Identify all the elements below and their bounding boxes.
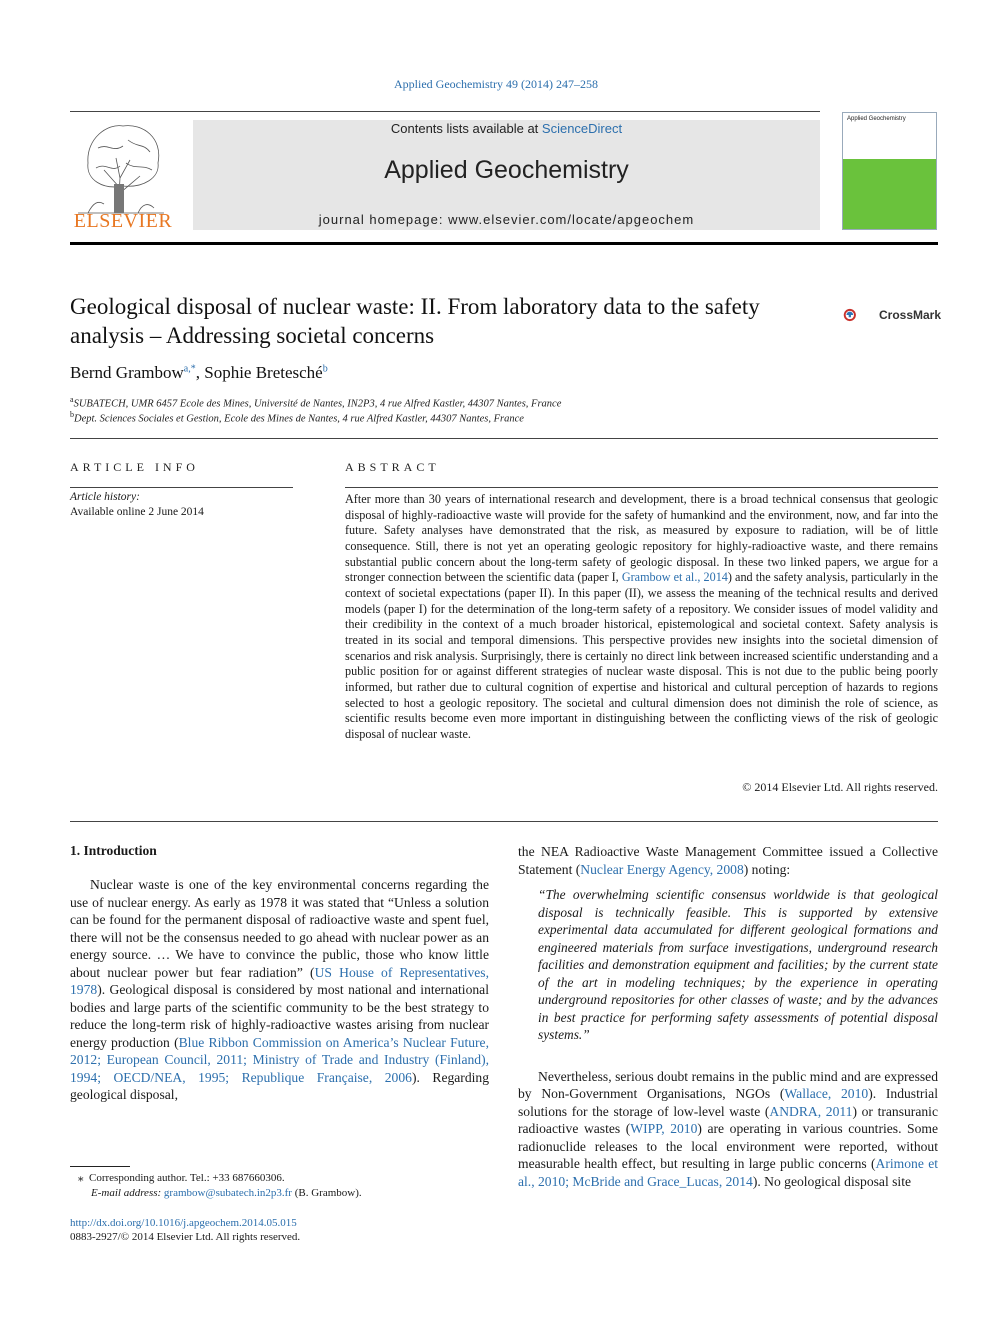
- affiliation-b: [70, 410, 524, 425]
- affiliation-a: [70, 395, 561, 410]
- article-title: Geological disposal of nuclear waste: II. From laboratory data to the safety analysis – Addressing societal concerns: [70, 294, 760, 348]
- reference-link[interactable]: US House of Representatives, 1978: [70, 964, 489, 997]
- section-heading: 1. Introduction: [70, 843, 157, 858]
- article-history-value: Available online 2 June 2014: [70, 506, 204, 518]
- issn-copyright: 0883-2927/© 2014 Elsevier Ltd. All rights reserved.: [70, 1231, 301, 1243]
- cover-header: [843, 113, 936, 159]
- body-paragraph: [518, 1068, 938, 1191]
- doi-link[interactable]: http://dx.doi.org/10.1016/j.apgeochem.2014.05.015: [70, 1217, 297, 1229]
- body-text: the NEA Radioactive Waste Management Committee issued a Collective Statement (: [518, 844, 938, 877]
- corresponding-author-note: ⁎ Corresponding author. Tel.: +33 687660306.: [78, 1172, 285, 1184]
- affiliations-rule: [70, 438, 938, 439]
- cover-title: Applied Geochemistry: [847, 116, 906, 122]
- body-text: ). Geological disposal is considered by most national and international bodies and large parts of the scientific community to be the best strategy to reduce the long-term risk of highly-radioactive wastes arising from nuclear energy production (: [70, 982, 489, 1050]
- email-label: E-mail address:: [91, 1187, 164, 1199]
- sciencedirect-link[interactable]: ScienceDirect: [541, 121, 623, 136]
- body-text: Nevertheless, serious doubt remains in the public mind and are expressed by Non-Government Organisations, NGOs (: [518, 1068, 938, 1101]
- reference-link[interactable]: Grambow et al., 2014: [621, 570, 728, 585]
- footnote-rule: [70, 1166, 130, 1167]
- contents-prefix: Contents lists available at: [390, 121, 542, 136]
- article-history-label: Article history:: [70, 491, 140, 503]
- body-text: ) noting:: [743, 861, 791, 877]
- contents-available-line: [193, 121, 820, 136]
- reference-link[interactable]: Blue Ribbon Commission on America’s Nuclear Future, 2012; European Council, 2011; Ministry of Trade and Industry (Finland), 1994; OECD/NEA, 1995; Republique Française, 2006: [70, 1034, 489, 1085]
- author-name[interactable]: Bernd Grambow: [70, 363, 184, 382]
- email-suffix: (B. Grambow).: [291, 1187, 362, 1199]
- footnote-text: Corresponding author. Tel.: +33 687660306.: [89, 1172, 285, 1184]
- body-column-left: [70, 843, 489, 1104]
- affil-text: Dept. Sciences Sociales et Gestion, Ecole des Mines de Nantes, 4 rue Alfred Kastler, 44307 Nantes, France: [74, 413, 524, 425]
- reference-link[interactable]: Nuclear Energy Agency, 2008: [580, 861, 744, 877]
- crossmark-label[interactable]: CrossMark: [879, 308, 942, 322]
- reference-link[interactable]: WIPP, 2010: [630, 1121, 698, 1136]
- affil-text: SUBATECH, UMR 6457 Ecole des Mines, Université de Nantes, IN2P3, 4 rue Alfred Kastler, 44307 Nantes, France: [73, 398, 562, 410]
- journal-citation-link[interactable]: Applied Geochemistry 49 (2014) 247–258: [394, 77, 598, 91]
- journal-homepage[interactable]: journal homepage: www.elsevier.com/locate/apgeochem: [318, 212, 695, 227]
- header-bottom-rule: [70, 242, 938, 245]
- author-separator: ,: [195, 363, 205, 382]
- body-text: ) or transuranic radioactive wastes (: [518, 1103, 938, 1136]
- email-note: [91, 1187, 362, 1199]
- author-affil-mark[interactable]: a,*: [183, 363, 196, 375]
- abstract-text-part: ) and the safety analysis, particularly in the context of societal expectations (paper II). In this paper (II), we assess the meaning of the technical results and derived models (paper I) for the determination of the long-term safety of a repository. We consider issues of model validity and their credibility in the context of a much broader historical, epistemological and societal context. Safety analysis is treated in its social and temporal dimensions. This perspective provides new insights into the societal dimension of scenarios and risk analysis. Surprisingly, there is certainly no direct link between increased scientific understanding and a public position for or against different strategies of nuclear waste disposal. This is not due to the public being poorly informed, but rather due to cultural cognition of expertise and historical and cultural perception of hazards to regions selected to host a geologic repository. The societal and cultural dimension does not diminish the role of science, as scientific results become even more important in distinguishing between the conflicting views of the risk of geologic disposal of nuclear waste.: [345, 570, 939, 741]
- elsevier-wordmark: ELSEVIER: [73, 210, 173, 232]
- body-paragraph: [518, 843, 938, 878]
- journal-cover-thumbnail[interactable]: [842, 112, 937, 230]
- abstract-body: [345, 492, 938, 743]
- abstract-heading: ABSTRACT: [345, 460, 440, 474]
- affil-mark: a: [70, 395, 74, 404]
- cover-green-band: [843, 159, 936, 229]
- reference-link[interactable]: Arimone et al., 2010; McBride and Grace_Lucas, 2014: [518, 1156, 939, 1189]
- author-list: [70, 363, 328, 383]
- body-paragraph: [70, 876, 489, 1104]
- abstract-copyright: © 2014 Elsevier Ltd. All rights reserved.: [742, 780, 938, 794]
- affil-mark: b: [70, 410, 74, 419]
- paragraph-gap: [518, 1044, 938, 1068]
- abstract-text-part: After more than 30 years of international research and development, there is a broad technical consensus that geologic disposal of highly-radioactive waste will provide for the safety of humankind and the environment, now, and far into the future. Safety analyses have demonstrated that the risk, as measured by exposure to radiation, will be of little consequence. Still, there is not yet an operating geologic repository for highly-radioactive waste, and there remains substantial public concern about the long-term safety of geologic disposal. In these two linked papers, we argue for a stronger connection between the scientific data (paper I,: [345, 492, 938, 585]
- article-info-heading: ARTICLE INFO: [70, 460, 199, 474]
- block-quote: “The overwhelming scientific consensus worldwide is that geological disposal is technically feasible. This is supported by extensive experimental data accumulated for different geological formations and engineered materials from surface investigations, underground research facilities and demonstration equipment and facilities; by the current state of the art in modeling techniques; by the experience in operating underground repositories for other classes of waste; and by the advances in best practice for performing safety assessments of potential disposal systems.”: [538, 887, 938, 1042]
- author-name[interactable]: Sophie Bretesché: [204, 363, 323, 382]
- reference-link[interactable]: ANDRA, 2011: [769, 1103, 853, 1119]
- body-text: Nuclear waste is one of the key environmental concerns regarding the use of nuclear energy. As early as 1978 it was stated that “Unless a solution can be found for the permanent disposal of radioactive waste and spent fuel, there will not be the consensus needed to go ahead with nuclear power as an energy source. … We have to convince the public, those who know little about nuclear power but fear radiation” (: [70, 877, 489, 980]
- author-affil-mark[interactable]: b: [322, 363, 328, 375]
- abstract-rule: [345, 487, 938, 488]
- crossmark-icon[interactable]: [843, 297, 879, 333]
- body-text: ). No geological disposal site: [752, 1173, 911, 1189]
- body-column-right: [518, 843, 938, 1190]
- email-link[interactable]: grambow@subatech.in2p3.fr: [163, 1187, 292, 1199]
- body-text: ). Regarding geological disposal,: [70, 1069, 489, 1102]
- header-top-rule: [70, 111, 820, 112]
- article-info-rule: [70, 487, 293, 488]
- journal-title: Applied Geochemistry: [384, 156, 629, 184]
- body-separator-rule: [70, 821, 938, 822]
- reference-link[interactable]: Wallace, 2010: [784, 1086, 869, 1101]
- body-text: ) are operating in various countries. Some radionuclide releases to the local environment were reported, without measurable health effect, but resulting in large public concerns (: [518, 1121, 938, 1171]
- body-text: ). Industrial solutions for the storage of low-level waste (: [518, 1086, 938, 1119]
